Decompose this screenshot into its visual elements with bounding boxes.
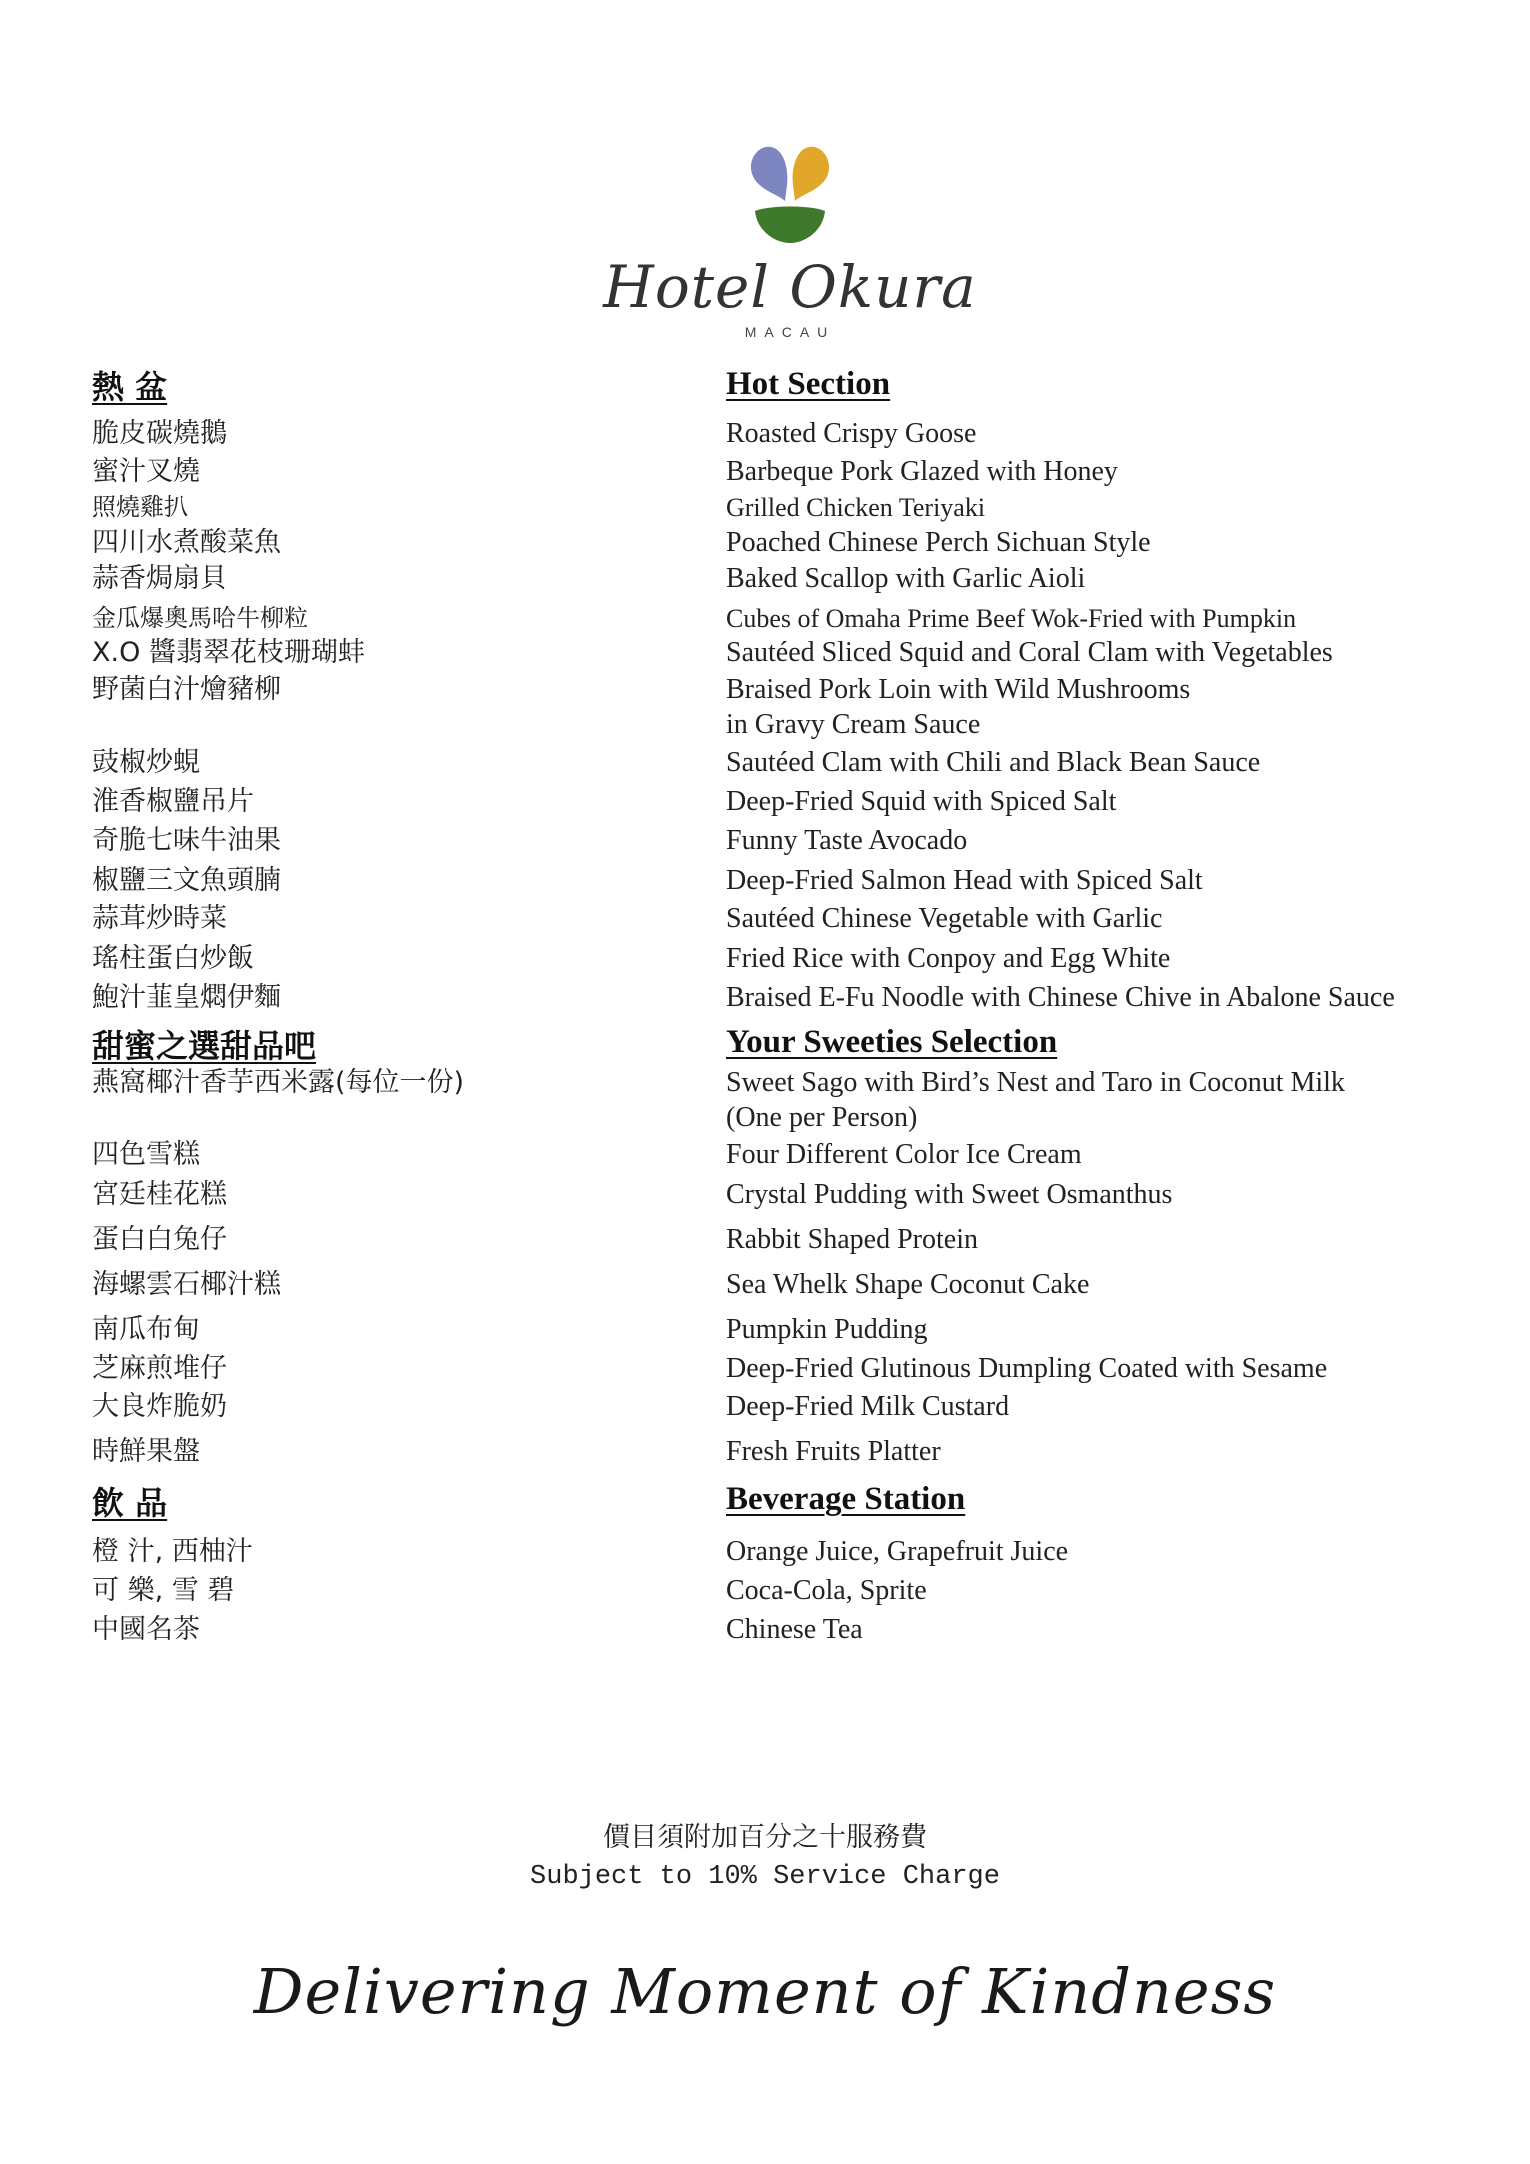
menu-item-cn: 四色雪糕 — [92, 1139, 200, 1170]
menu-item-cn: 可 樂, 雪 碧 — [92, 1575, 235, 1606]
menu-item-en: Sautéed Clam with Chili and Black Bean Sauce — [726, 747, 1261, 778]
menu-item-en: Orange Juice, Grapefruit Juice — [726, 1536, 1069, 1567]
menu-item-en: Fresh Fruits Platter — [726, 1436, 941, 1467]
service-charge-note-cn: 價目須附加百分之十服務費 — [603, 1822, 927, 1853]
menu-item-cn: 宮廷桂花糕 — [92, 1179, 227, 1210]
menu-item-cn: X.O 醬翡翠花枝珊瑚蚌 — [92, 637, 365, 668]
menu-item-cn: 椒鹽三文魚頭腩 — [92, 865, 281, 896]
menu-item-en: Braised E-Fu Noodle with Chinese Chive in Abalone Sauce — [726, 982, 1395, 1013]
menu-item-en: Baked Scallop with Garlic Aioli — [726, 563, 1086, 594]
menu-item-en: Deep-Fried Salmon Head with Spiced Salt — [726, 865, 1203, 896]
menu-item-cn: 金瓜爆奧馬哈牛柳粒 — [92, 604, 308, 632]
hot-section-heading-en: Hot Section — [726, 366, 891, 402]
menu-item-cn: 脆皮碳燒鵝 — [92, 418, 227, 449]
menu-item-en: Sautéed Chinese Vegetable with Garlic — [726, 903, 1163, 934]
brand-slogan: Delivering Moment of Kindness — [253, 1955, 1277, 2028]
beverage-section-heading-cn: 飲 品 — [92, 1484, 168, 1522]
menu-item-en: Poached Chinese Perch Sichuan Style — [726, 527, 1151, 558]
menu-item-cn: 燕窩椰汁香芋西米露(每位一份) — [92, 1067, 465, 1098]
menu-item-en: Braised Pork Loin with Wild Mushrooms — [726, 674, 1191, 705]
menu-item-cn: 鮑汁韮皇燜伊麵 — [92, 982, 281, 1013]
menu-item-cn: 大良炸脆奶 — [92, 1391, 227, 1422]
menu-item-en: Barbeque Pork Glazed with Honey — [726, 456, 1118, 487]
left-leaf-icon — [751, 147, 787, 201]
menu-item-cn: 中國名茶 — [92, 1614, 200, 1645]
leaf-emblem-icon — [747, 145, 833, 245]
beverage-section-heading-en: Beverage Station — [726, 1481, 966, 1517]
menu-item-en: Chinese Tea — [726, 1614, 863, 1645]
menu-item-en: Rabbit Shaped Protein — [726, 1224, 978, 1255]
menu-item-cn: 蛋白白兔仔 — [92, 1224, 227, 1255]
menu-item-cn: 時鮮果盤 — [92, 1436, 200, 1467]
menu-item-cn: 蜜汁叉燒 — [92, 456, 200, 487]
menu-item-en: Fried Rice with Conpoy and Egg White — [726, 943, 1171, 974]
menu-item-en: Cubes of Omaha Prime Beef Wok-Fried with Pumpkin — [726, 604, 1297, 633]
menu-item-cn: 海螺雲石椰汁糕 — [92, 1269, 281, 1300]
sweet-section-heading-en: Your Sweeties Selection — [726, 1024, 1058, 1060]
menu-item-en: Grilled Chicken Teriyaki — [726, 493, 986, 522]
hotel-city: MACAU — [744, 324, 836, 340]
menu-item-en: Funny Taste Avocado — [726, 825, 968, 856]
menu-item-en: Sea Whelk Shape Coconut Cake — [726, 1269, 1090, 1300]
right-leaf-icon — [793, 147, 829, 201]
menu-item-en-continued: in Gravy Cream Sauce — [726, 709, 981, 740]
hot-section-heading-cn: 熱 盆 — [92, 368, 168, 406]
menu-item-cn: 南瓜布甸 — [92, 1314, 200, 1345]
menu-item-en: Pumpkin Pudding — [726, 1314, 928, 1345]
menu-item-en: Deep-Fried Squid with Spiced Salt — [726, 786, 1117, 817]
menu-item-cn: 奇脆七味牛油果 — [92, 825, 281, 856]
menu-item-cn: 野菌白汁燴豬柳 — [92, 674, 281, 705]
menu-item-cn: 淮香椒鹽吊片 — [92, 786, 254, 817]
menu-item-cn: 芝麻煎堆仔 — [92, 1353, 227, 1384]
menu-item-en-continued: (One per Person) — [726, 1102, 918, 1133]
menu-item-en: Deep-Fried Milk Custard — [726, 1391, 1010, 1422]
menu-item-cn: 豉椒炒蜆 — [92, 747, 200, 778]
menu-item-cn: 橙 汁, 西柚汁 — [92, 1536, 253, 1567]
service-charge-note-en: Subject to 10% Service Charge — [530, 1862, 1000, 1892]
menu-item-cn: 四川水煮酸菜魚 — [92, 527, 281, 558]
menu-item-en: Deep-Fried Glutinous Dumpling Coated with Sesame — [726, 1353, 1328, 1384]
menu-item-en: Sautéed Sliced Squid and Coral Clam with Vegetables — [726, 637, 1333, 668]
hotel-logo — [600, 135, 980, 350]
menu-item-cn: 蒜香焗扇貝 — [92, 563, 227, 594]
hotel-wordmark: Hotel Okura — [603, 253, 977, 321]
menu-item-cn: 蒜茸炒時菜 — [92, 903, 227, 934]
menu-item-en: Coca-Cola, Sprite — [726, 1575, 927, 1606]
menu-item-en: Four Different Color Ice Cream — [726, 1139, 1082, 1170]
menu-item-en: Crystal Pudding with Sweet Osmanthus — [726, 1179, 1173, 1210]
bottom-leaf-icon — [755, 207, 825, 244]
menu-item-cn: 瑤柱蛋白炒飯 — [92, 943, 254, 974]
menu-item-en: Roasted Crispy Goose — [726, 418, 977, 449]
sweet-section-heading-cn: 甜蜜之選甜品吧 — [92, 1027, 317, 1065]
menu-item-cn: 照燒雞扒 — [92, 493, 188, 521]
menu-item-en: Sweet Sago with Bird’s Nest and Taro in Coconut Milk — [726, 1067, 1345, 1098]
